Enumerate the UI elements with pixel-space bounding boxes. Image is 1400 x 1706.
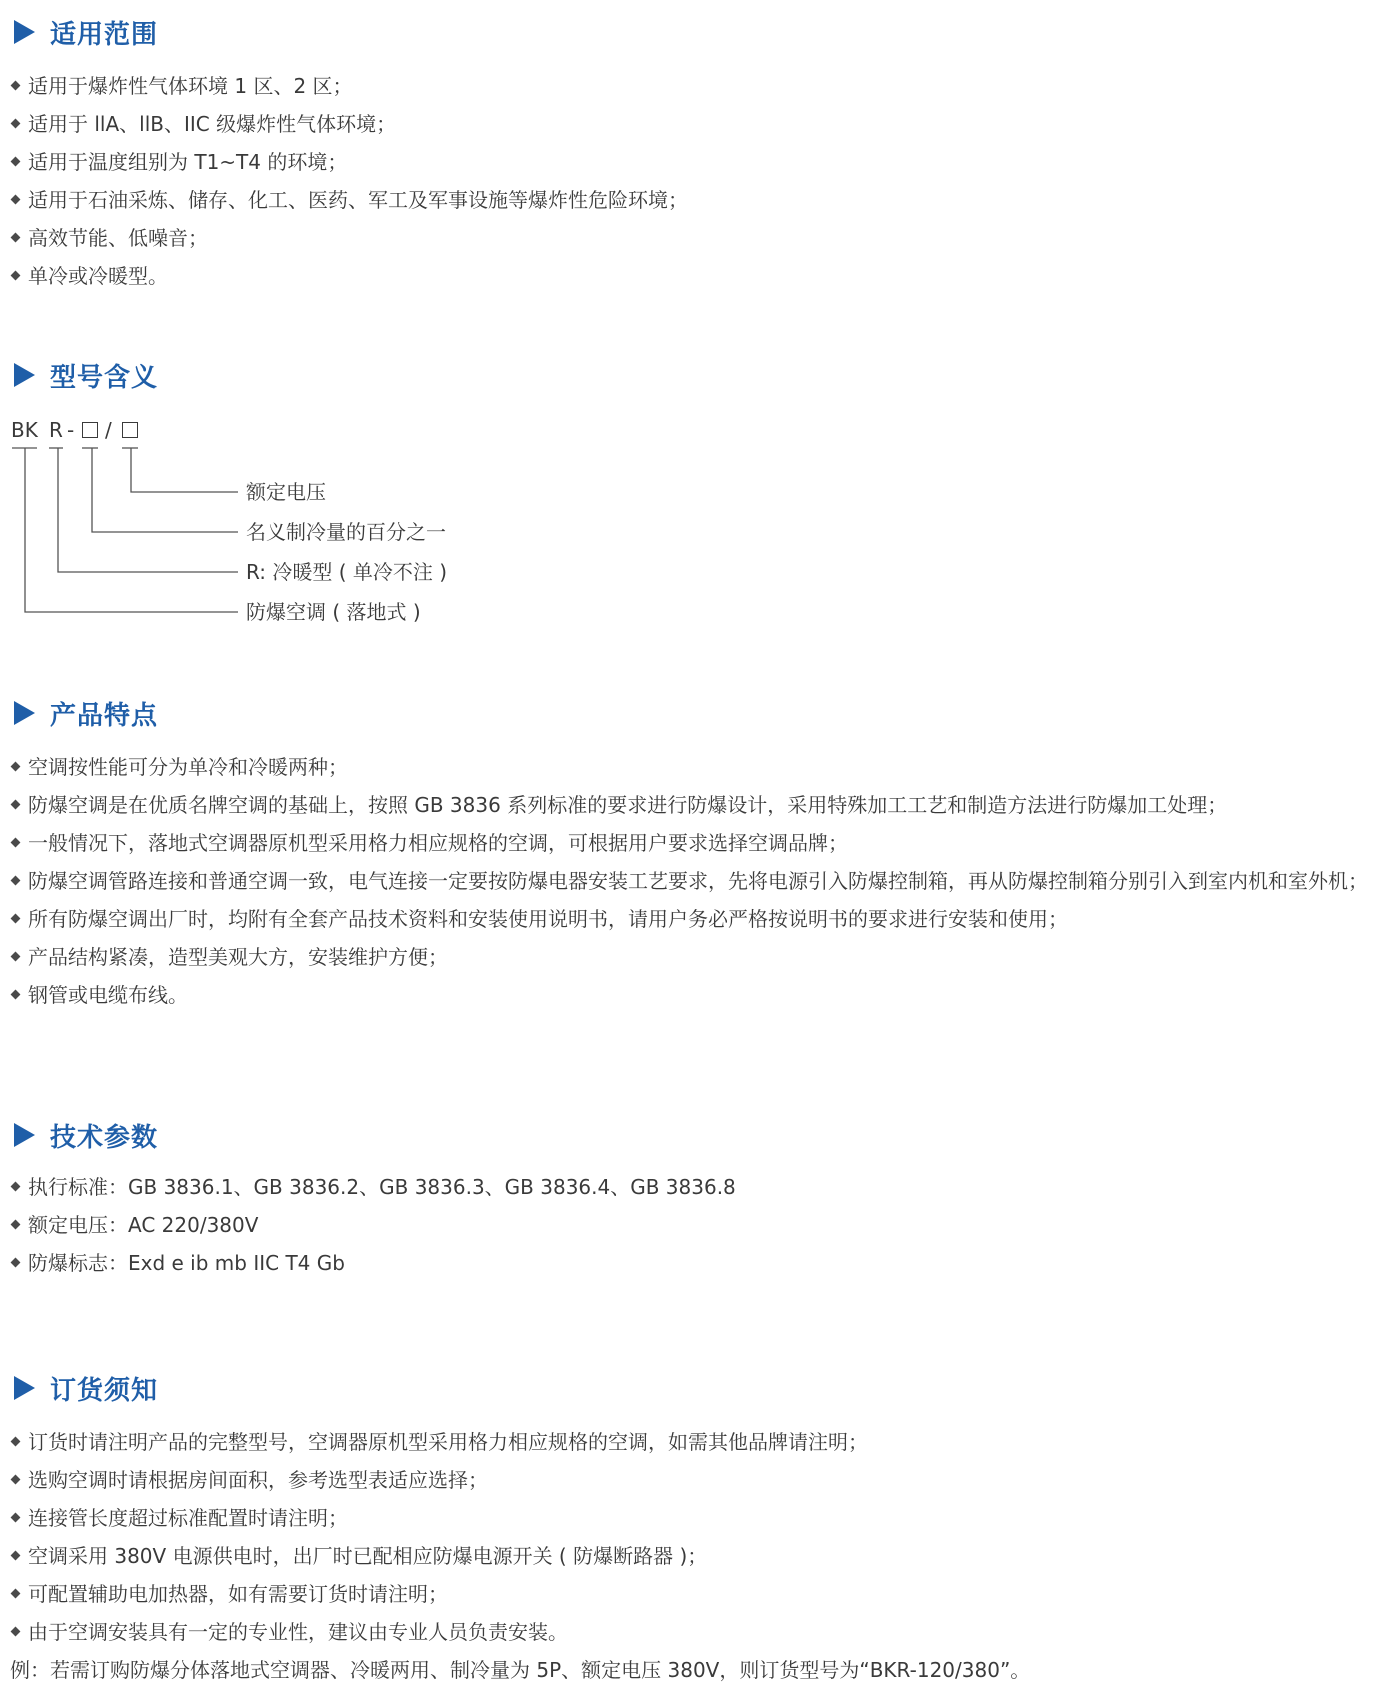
list-item: 选购空调时请根据房间面积，参考选型表适应选择； (10, 1461, 1390, 1499)
list-item: 适用于温度组别为 T1~T4 的环境； (10, 143, 1390, 181)
triangle-right-icon (14, 363, 35, 387)
section-title-text: 产品特点 (50, 700, 159, 731)
diamond-bullet-icon (11, 1475, 21, 1485)
list-item: 所有防爆空调出厂时，均附有全套产品技术资料和安装使用说明书，请用户务必严格按说明书的要求进行安装和使用； (10, 900, 1390, 938)
leader-voltage (131, 448, 238, 492)
diamond-bullet-icon (11, 762, 21, 772)
list-item: 空调采用 380V 电源供电时，出厂时已配相应防爆电源开关 ( 防爆断路器 )； (10, 1537, 1390, 1575)
section-title-text: 技术参数 (50, 1122, 159, 1153)
code-prefix: BK (11, 418, 38, 442)
list-item: 由于空调安装具有一定的专业性，建议由专业人员负责安装。 (10, 1613, 1390, 1651)
diamond-bullet-icon (11, 838, 21, 848)
list-item: 适用于爆炸性气体环境 1 区、2 区； (10, 67, 1390, 105)
triangle-right-icon (14, 1376, 35, 1400)
diamond-bullet-icon (11, 1182, 21, 1192)
list-item: 适用于石油采炼、储存、化工、医药、军工及军事设施等爆炸性危险环境； (10, 181, 1390, 219)
list-item: 额定电压：AC 220/380V (10, 1206, 1390, 1244)
code-dash: - (67, 418, 75, 442)
diamond-bullet-icon (11, 1513, 21, 1523)
diamond-bullet-icon (11, 990, 21, 1000)
triangle-right-icon (14, 701, 35, 725)
diamond-bullet-icon (11, 1627, 21, 1637)
section-title-text: 型号含义 (50, 362, 159, 393)
list-item: 防爆空调管路连接和普通空调一致，电气连接一定要按防爆电器安装工艺要求，先将电源引入防爆控制箱，再从防爆控制箱分别引入到室内机和室外机； (10, 862, 1390, 900)
section-title-specs (12, 1115, 158, 1155)
diamond-bullet-icon (11, 81, 21, 91)
list-item: 空调按性能可分为单冷和冷暖两种； (10, 748, 1390, 786)
diamond-bullet-icon (11, 157, 21, 167)
code-slash: / (105, 418, 112, 442)
diamond-bullet-icon (11, 1589, 21, 1599)
model-code-diagram (0, 410, 600, 640)
list-item: 防爆标志：Exd e ib mb IIC T4 Gb (10, 1244, 1390, 1282)
list-item: 连接管长度超过标准配置时请注明； (10, 1499, 1390, 1537)
diamond-bullet-icon (11, 233, 21, 243)
section-title-ordering (12, 1368, 158, 1408)
section-title-text: 适用范围 (50, 19, 159, 50)
diamond-bullet-icon (11, 1258, 21, 1268)
triangle-right-icon (14, 20, 35, 44)
list-item: 订货时请注明产品的完整型号，空调器原机型采用格力相应规格的空调，如需其他品牌请注明； (10, 1423, 1390, 1461)
diamond-bullet-icon (11, 1437, 21, 1447)
diamond-bullet-icon (11, 876, 21, 886)
diamond-bullet-icon (11, 800, 21, 810)
ordering-list (10, 1423, 1390, 1651)
list-item: 钢管或电缆布线。 (10, 976, 1390, 1014)
diamond-bullet-icon (11, 1551, 21, 1561)
label-explosion-proof-ac: 防爆空调 ( 落地式 ) (246, 600, 421, 624)
list-item: 一般情况下，落地式空调器原机型采用格力相应规格的空调，可根据用户要求选择空调品牌； (10, 824, 1390, 862)
triangle-right-icon (14, 1123, 35, 1147)
list-item: 防爆空调是在优质名牌空调的基础上，按照 GB 3836 系列标准的要求进行防爆设计，采用特殊加工工艺和制造方法进行防爆加工处理； (10, 786, 1390, 824)
section-title-model (12, 355, 158, 395)
section-title-text: 订货须知 (50, 1375, 159, 1406)
label-rated-voltage: 额定电压 (246, 480, 326, 504)
diamond-bullet-icon (11, 952, 21, 962)
specs-list (10, 1168, 1390, 1282)
code-r: R (49, 418, 63, 442)
diamond-bullet-icon (11, 1220, 21, 1230)
label-heating-type: R: 冷暖型 ( 单冷不注 ) (246, 560, 448, 584)
diamond-bullet-icon (11, 119, 21, 129)
list-item: 适用于 llA、llB、IIC 级爆炸性气体环境； (10, 105, 1390, 143)
features-list (10, 748, 1390, 1014)
diamond-bullet-icon (11, 271, 21, 281)
label-capacity: 名义制冷量的百分之一 (246, 520, 446, 544)
section-title-features (12, 693, 158, 733)
list-item: 执行标准：GB 3836.1、GB 3836.2、GB 3836.3、GB 3836.4、GB 3836.8 (10, 1168, 1390, 1206)
leader-capacity (92, 448, 238, 532)
diamond-bullet-icon (11, 195, 21, 205)
scope-list (10, 67, 1390, 295)
section-title-scope (12, 12, 158, 52)
list-item: 高效节能、低噪音； (10, 219, 1390, 257)
list-item: 可配置辅助电加热器，如有需要订货时请注明； (10, 1575, 1390, 1613)
leader-r (58, 448, 238, 572)
list-item: 产品结构紧凑，造型美观大方，安装维护方便； (10, 938, 1390, 976)
diamond-bullet-icon (11, 914, 21, 924)
list-item: 单冷或冷暖型。 (10, 257, 1390, 295)
order-example-text: 例：若需订购防爆分体落地式空调器、冷暖两用、制冷量为 5P、额定电压 380V，则订货型号为“BKR-120/380”。 (10, 1658, 1031, 1682)
